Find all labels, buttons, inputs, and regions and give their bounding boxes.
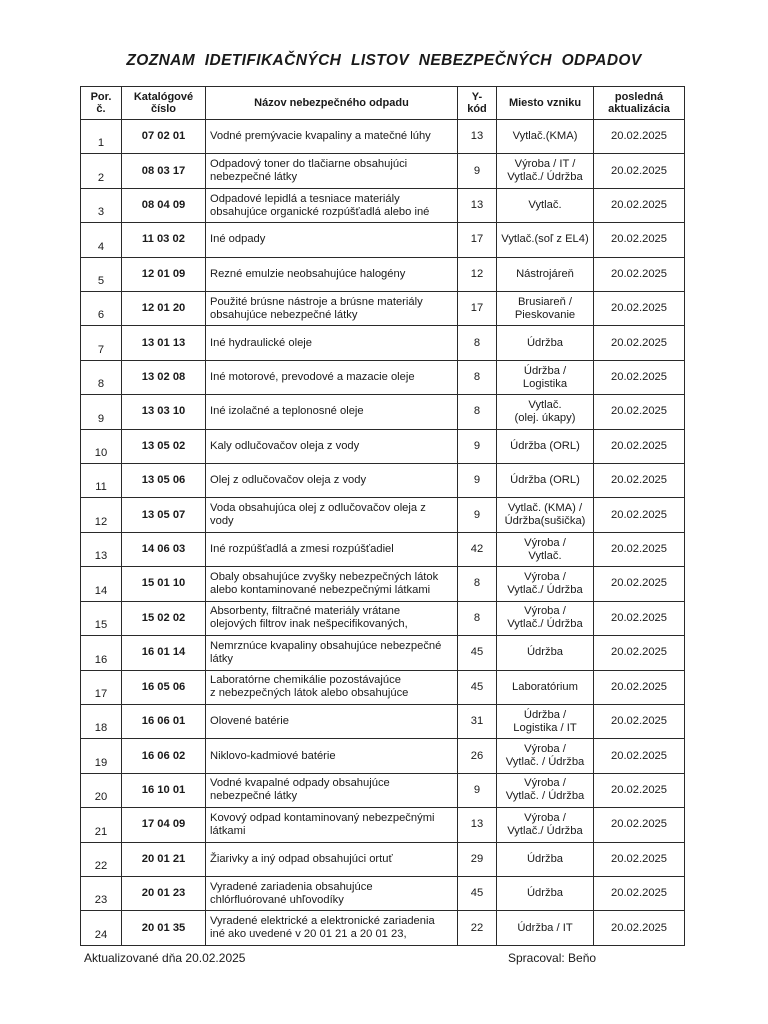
catalog-number: 16 06 02	[122, 739, 206, 773]
catalog-number: 15 01 10	[122, 567, 206, 601]
table-row	[81, 223, 685, 257]
table-row	[81, 842, 685, 876]
last-update-date: 20.02.2025	[594, 670, 685, 704]
waste-name: Iné izolačné a teplonosné oleje	[206, 395, 458, 429]
place-of-origin: Brusiareň / Pieskovanie	[497, 292, 594, 326]
place-of-origin: Údržba	[497, 876, 594, 910]
catalog-number: 13 05 02	[122, 429, 206, 463]
table-row	[81, 532, 685, 566]
last-update-date: 20.02.2025	[594, 808, 685, 842]
table-row	[81, 360, 685, 394]
table-row	[81, 154, 685, 188]
place-of-origin: Výroba / Vytlač.	[497, 532, 594, 566]
table-row	[81, 464, 685, 498]
row-number: 13	[81, 532, 122, 566]
row-number: 22	[81, 842, 122, 876]
catalog-number: 12 01 20	[122, 292, 206, 326]
y-code: 45	[458, 876, 497, 910]
row-number: 18	[81, 704, 122, 738]
place-of-origin: Vytlač. (KMA) / Údržba(sušička)	[497, 498, 594, 532]
y-code: 45	[458, 636, 497, 670]
waste-name: Vyradené elektrické a elektronické zariadenia iné ako uvedené v 20 01 21 a 20 01 23,	[206, 911, 458, 945]
waste-name: Absorbenty, filtračné materiály vrátane olejových filtrov inak nešpecifikovaných,	[206, 601, 458, 635]
place-of-origin: Výroba / IT / Vytlač./ Údržba	[497, 154, 594, 188]
waste-name: Iné rozpúšťadlá a zmesi rozpúšťadiel	[206, 532, 458, 566]
header-por: Por. č.	[81, 87, 122, 120]
footer-updated-date: Aktualizované dňa 20.02.2025	[84, 951, 246, 965]
y-code: 8	[458, 601, 497, 635]
catalog-number: 13 01 13	[122, 326, 206, 360]
catalog-number: 20 01 35	[122, 911, 206, 945]
catalog-number: 15 02 02	[122, 601, 206, 635]
table-row	[81, 911, 685, 945]
table-row	[81, 188, 685, 222]
catalog-number: 20 01 21	[122, 842, 206, 876]
last-update-date: 20.02.2025	[594, 395, 685, 429]
row-number: 20	[81, 773, 122, 807]
last-update-date: 20.02.2025	[594, 326, 685, 360]
header-waste-name: Názov nebezpečného odpadu	[206, 87, 458, 120]
place-of-origin: Údržba / Logistika / IT	[497, 704, 594, 738]
waste-name: Iné hydraulické oleje	[206, 326, 458, 360]
last-update-date: 20.02.2025	[594, 498, 685, 532]
place-of-origin: Údržba	[497, 842, 594, 876]
table-row	[81, 326, 685, 360]
waste-name: Laboratórne chemikálie pozostávajúce z nebezpečných látok alebo obsahujúce	[206, 670, 458, 704]
waste-name: Nemrznúce kvapaliny obsahujúce nebezpečné látky	[206, 636, 458, 670]
table-row	[81, 704, 685, 738]
y-code: 9	[458, 154, 497, 188]
page-title: ZOZNAM IDETIFIKAČNÝCH LISTOV NEBEZPEČNÝCH ODPADOV	[126, 52, 642, 69]
y-code: 17	[458, 292, 497, 326]
y-code: 22	[458, 911, 497, 945]
place-of-origin: Výroba / Vytlač. / Údržba	[497, 773, 594, 807]
catalog-number: 13 05 06	[122, 464, 206, 498]
last-update-date: 20.02.2025	[594, 773, 685, 807]
last-update-date: 20.02.2025	[594, 257, 685, 291]
y-code: 8	[458, 395, 497, 429]
waste-name: Žiarivky a iný odpad obsahujúci ortuť	[206, 842, 458, 876]
row-number: 14	[81, 567, 122, 601]
header-last-update: posledná aktualizácia	[594, 87, 685, 120]
waste-name: Niklovo-kadmiové batérie	[206, 739, 458, 773]
place-of-origin: Vytlač.	[497, 188, 594, 222]
y-code: 45	[458, 670, 497, 704]
y-code: 9	[458, 464, 497, 498]
row-number: 3	[81, 188, 122, 222]
last-update-date: 20.02.2025	[594, 911, 685, 945]
table-row	[81, 395, 685, 429]
last-update-date: 20.02.2025	[594, 567, 685, 601]
row-number: 8	[81, 360, 122, 394]
row-number: 24	[81, 911, 122, 945]
row-number: 23	[81, 876, 122, 910]
catalog-number: 13 02 08	[122, 360, 206, 394]
row-number: 10	[81, 429, 122, 463]
catalog-number: 16 01 14	[122, 636, 206, 670]
place-of-origin: Údržba / IT	[497, 911, 594, 945]
table-row	[81, 498, 685, 532]
header-y-code: Y- kód	[458, 87, 497, 120]
waste-table	[80, 86, 685, 946]
table-row	[81, 567, 685, 601]
table-row	[81, 739, 685, 773]
place-of-origin: Výroba / Vytlač./ Údržba	[497, 808, 594, 842]
y-code: 29	[458, 842, 497, 876]
table-row	[81, 257, 685, 291]
waste-name: Vodné premývacie kvapaliny a matečné lúhy	[206, 120, 458, 154]
table-row	[81, 120, 685, 154]
row-number: 16	[81, 636, 122, 670]
table-row	[81, 808, 685, 842]
place-of-origin: Údržba / Logistika	[497, 360, 594, 394]
row-number: 11	[81, 464, 122, 498]
catalog-number: 13 03 10	[122, 395, 206, 429]
place-of-origin: Údržba (ORL)	[497, 464, 594, 498]
waste-name: Obaly obsahujúce zvyšky nebezpečných látok alebo kontaminované nebezpečnými látkami	[206, 567, 458, 601]
place-of-origin: Údržba (ORL)	[497, 429, 594, 463]
header-catalog-number: Katalógové číslo	[122, 87, 206, 120]
row-number: 12	[81, 498, 122, 532]
last-update-date: 20.02.2025	[594, 360, 685, 394]
table-row	[81, 670, 685, 704]
last-update-date: 20.02.2025	[594, 292, 685, 326]
row-number: 6	[81, 292, 122, 326]
last-update-date: 20.02.2025	[594, 636, 685, 670]
catalog-number: 16 10 01	[122, 773, 206, 807]
waste-name: Voda obsahujúca olej z odlučovačov oleja z vody	[206, 498, 458, 532]
row-number: 4	[81, 223, 122, 257]
place-of-origin: Vytlač.(soľ z EL4)	[497, 223, 594, 257]
waste-name: Iné motorové, prevodové a mazacie oleje	[206, 360, 458, 394]
y-code: 31	[458, 704, 497, 738]
row-number: 7	[81, 326, 122, 360]
row-number: 1	[81, 120, 122, 154]
y-code: 8	[458, 326, 497, 360]
place-of-origin: Výroba / Vytlač. / Údržba	[497, 739, 594, 773]
last-update-date: 20.02.2025	[594, 154, 685, 188]
last-update-date: 20.02.2025	[594, 188, 685, 222]
catalog-number: 08 03 17	[122, 154, 206, 188]
catalog-number: 14 06 03	[122, 532, 206, 566]
waste-name: Vodné kvapalné odpady obsahujúce nebezpečné látky	[206, 773, 458, 807]
last-update-date: 20.02.2025	[594, 739, 685, 773]
place-of-origin: Vytlač.(KMA)	[497, 120, 594, 154]
last-update-date: 20.02.2025	[594, 464, 685, 498]
table-header-row	[81, 87, 685, 120]
catalog-number: 16 05 06	[122, 670, 206, 704]
table-row	[81, 601, 685, 635]
waste-name: Použité brúsne nástroje a brúsne materiály obsahujúce nebezpečné látky	[206, 292, 458, 326]
place-of-origin: Laboratórium	[497, 670, 594, 704]
y-code: 8	[458, 567, 497, 601]
y-code: 8	[458, 360, 497, 394]
place-of-origin: Údržba	[497, 636, 594, 670]
waste-name: Iné odpady	[206, 223, 458, 257]
row-number: 21	[81, 808, 122, 842]
last-update-date: 20.02.2025	[594, 601, 685, 635]
waste-name: Kovový odpad kontaminovaný nebezpečnými látkami	[206, 808, 458, 842]
place-of-origin: Výroba / Vytlač./ Údržba	[497, 567, 594, 601]
last-update-date: 20.02.2025	[594, 120, 685, 154]
y-code: 9	[458, 429, 497, 463]
waste-name: Odpadový toner do tlačiarne obsahujúci nebezpečné látky	[206, 154, 458, 188]
last-update-date: 20.02.2025	[594, 429, 685, 463]
waste-name: Olovené batérie	[206, 704, 458, 738]
y-code: 17	[458, 223, 497, 257]
header-place-of-origin: Miesto vzniku	[497, 87, 594, 120]
table-row	[81, 636, 685, 670]
catalog-number: 13 05 07	[122, 498, 206, 532]
place-of-origin: Vytlač. (olej. úkapy)	[497, 395, 594, 429]
catalog-number: 07 02 01	[122, 120, 206, 154]
place-of-origin: Výroba / Vytlač./ Údržba	[497, 601, 594, 635]
catalog-number: 20 01 23	[122, 876, 206, 910]
waste-name: Olej z odlučovačov oleja z vody	[206, 464, 458, 498]
y-code: 42	[458, 532, 497, 566]
y-code: 12	[458, 257, 497, 291]
row-number: 19	[81, 739, 122, 773]
last-update-date: 20.02.2025	[594, 532, 685, 566]
y-code: 9	[458, 498, 497, 532]
catalog-number: 17 04 09	[122, 808, 206, 842]
footer-prepared-by: Spracoval: Beňo	[508, 951, 597, 965]
last-update-date: 20.02.2025	[594, 704, 685, 738]
catalog-number: 11 03 02	[122, 223, 206, 257]
waste-name: Vyradené zariadenia obsahujúce chlórfluórované uhľovodíky	[206, 876, 458, 910]
table-row	[81, 773, 685, 807]
row-number: 5	[81, 257, 122, 291]
last-update-date: 20.02.2025	[594, 876, 685, 910]
last-update-date: 20.02.2025	[594, 842, 685, 876]
y-code: 26	[458, 739, 497, 773]
catalog-number: 08 04 09	[122, 188, 206, 222]
table-row	[81, 292, 685, 326]
waste-name: Odpadové lepidlá a tesniace materiály obsahujúce organické rozpúšťadlá alebo iné	[206, 188, 458, 222]
row-number: 15	[81, 601, 122, 635]
table-row	[81, 429, 685, 463]
row-number: 2	[81, 154, 122, 188]
waste-name: Rezné emulzie neobsahujúce halogény	[206, 257, 458, 291]
waste-name: Kaly odlučovačov oleja z vody	[206, 429, 458, 463]
catalog-number: 16 06 01	[122, 704, 206, 738]
y-code: 13	[458, 120, 497, 154]
place-of-origin: Nástrojáreň	[497, 257, 594, 291]
y-code: 9	[458, 773, 497, 807]
row-number: 17	[81, 670, 122, 704]
table-row	[81, 876, 685, 910]
catalog-number: 12 01 09	[122, 257, 206, 291]
y-code: 13	[458, 188, 497, 222]
last-update-date: 20.02.2025	[594, 223, 685, 257]
place-of-origin: Údržba	[497, 326, 594, 360]
y-code: 13	[458, 808, 497, 842]
row-number: 9	[81, 395, 122, 429]
